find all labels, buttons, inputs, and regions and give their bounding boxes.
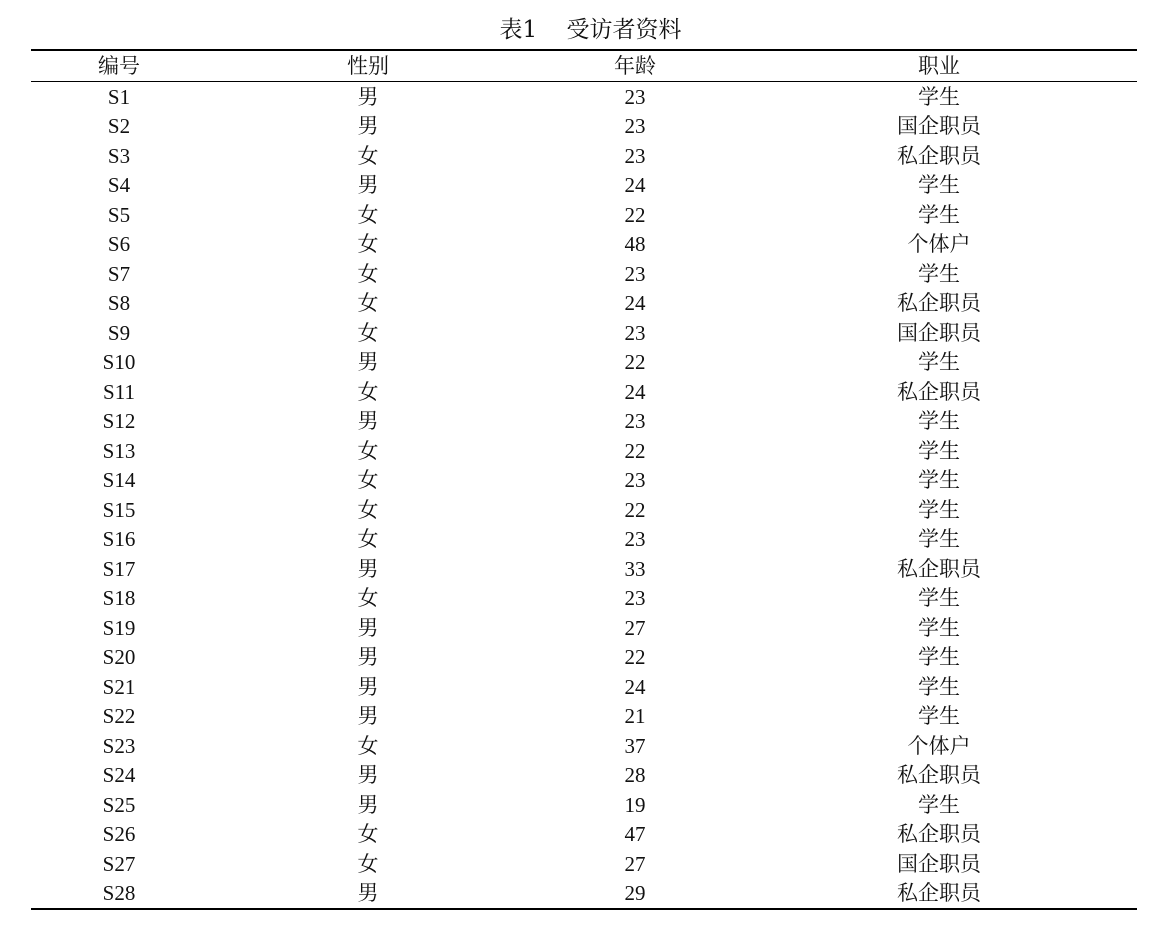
table-row [31,200,1137,230]
cell-age: 23 [624,261,646,286]
cell-age: 23 [624,586,646,611]
cell-id: S1 [107,84,131,109]
table-row [31,141,1137,171]
cell-occupation: 私企职员 [897,379,981,404]
cell-occupation: 学生 [918,261,960,286]
table-row [31,495,1137,525]
table-row [31,702,1137,732]
cell-occupation: 私企职员 [897,822,981,847]
cell-id: S14 [102,468,136,493]
cell-gender: 女 [357,851,379,876]
table-row [31,761,1137,791]
cell-occupation: 国企职员 [897,320,981,345]
cell-id: S9 [107,320,131,345]
cell-id: S3 [107,143,131,168]
cell-id: S13 [102,438,136,463]
cell-gender: 女 [357,586,379,611]
table-row [31,348,1137,378]
cell-id: S7 [107,261,131,286]
cell-id: S15 [102,497,136,522]
cell-age: 22 [624,645,646,670]
cell-occupation: 学生 [918,615,960,640]
cell-id: S2 [107,114,131,139]
table-row [31,525,1137,555]
table-row [31,584,1137,614]
cell-age: 23 [624,409,646,434]
cell-gender: 男 [357,881,379,906]
cell-id: S25 [102,792,136,817]
cell-age: 22 [624,497,646,522]
cell-age: 33 [624,556,646,581]
cell-id: S28 [102,881,136,906]
cell-gender: 女 [357,438,379,463]
table-row [31,436,1137,466]
cell-gender: 女 [357,143,379,168]
table-caption-number: 表1 [499,17,538,43]
cell-id: S16 [102,527,136,552]
cell-age: 23 [624,143,646,168]
cell-occupation: 学生 [918,173,960,198]
cell-id: S18 [102,586,136,611]
table-row [31,259,1137,289]
table-caption [0,14,1158,46]
cell-age: 22 [624,350,646,375]
cell-id: S22 [102,704,136,729]
cell-id: S5 [107,202,131,227]
table-row [31,377,1137,407]
table-row [31,407,1137,437]
cell-age: 24 [624,674,646,699]
cell-age: 23 [624,527,646,552]
cell-id: S27 [102,851,136,876]
cell-age: 28 [624,763,646,788]
cell-gender: 女 [357,291,379,316]
cell-age: 21 [624,704,646,729]
column-header-age: 年龄 [614,54,656,78]
cell-occupation: 学生 [918,497,960,522]
cell-age: 29 [624,881,646,906]
cell-gender: 男 [357,704,379,729]
cell-gender: 男 [357,645,379,670]
cell-occupation: 学生 [918,438,960,463]
cell-gender: 女 [357,379,379,404]
table-row [31,554,1137,584]
cell-age: 24 [624,173,646,198]
cell-age: 23 [624,84,646,109]
table-row [31,820,1137,850]
table-body [31,82,1137,910]
cell-occupation: 学生 [918,350,960,375]
cell-gender: 男 [357,350,379,375]
header-row [31,50,1137,82]
cell-gender: 男 [357,615,379,640]
cell-occupation: 私企职员 [897,143,981,168]
cell-id: S8 [107,291,131,316]
cell-occupation: 国企职员 [897,114,981,139]
cell-occupation: 学生 [918,704,960,729]
cell-occupation: 学生 [918,527,960,552]
table-row [31,289,1137,319]
table-row [31,112,1137,142]
cell-age: 23 [624,468,646,493]
table-row [31,318,1137,348]
cell-gender: 女 [357,232,379,257]
cell-id: S17 [102,556,136,581]
cell-gender: 男 [357,84,379,109]
table-row [31,790,1137,820]
cell-age: 27 [624,615,646,640]
cell-age: 24 [624,379,646,404]
cell-id: S12 [102,409,136,434]
cell-occupation: 个体户 [907,733,971,758]
table-row [31,230,1137,260]
cell-id: S10 [102,350,136,375]
cell-occupation: 学生 [918,468,960,493]
table-row [31,171,1137,201]
cell-id: S24 [102,763,136,788]
table-header [31,50,1137,82]
cell-occupation: 国企职员 [897,851,981,876]
cell-age: 37 [624,733,646,758]
cell-gender: 男 [357,114,379,139]
cell-id: S6 [107,232,131,257]
column-header-gender: 性别 [347,54,389,78]
cell-id: S4 [107,173,131,198]
cell-gender: 男 [357,173,379,198]
table-row [31,613,1137,643]
cell-age: 48 [624,232,646,257]
table-row [31,731,1137,761]
cell-occupation: 学生 [918,674,960,699]
cell-age: 27 [624,851,646,876]
cell-gender: 男 [357,409,379,434]
cell-occupation: 学生 [918,645,960,670]
cell-gender: 男 [357,792,379,817]
cell-gender: 男 [357,556,379,581]
table-row [31,82,1137,112]
cell-id: S23 [102,733,136,758]
cell-gender: 男 [357,674,379,699]
cell-gender: 女 [357,320,379,345]
cell-occupation: 学生 [918,84,960,109]
cell-occupation: 学生 [918,586,960,611]
table-row [31,466,1137,496]
cell-id: S11 [103,379,135,404]
cell-age: 22 [624,438,646,463]
cell-id: S21 [102,674,136,699]
cell-gender: 女 [357,733,379,758]
cell-gender: 女 [357,527,379,552]
cell-occupation: 私企职员 [897,881,981,906]
cell-occupation: 私企职员 [897,556,981,581]
cell-occupation: 学生 [918,202,960,227]
cell-age: 47 [624,822,646,847]
table-row [31,672,1137,702]
cell-gender: 女 [357,202,379,227]
cell-gender: 女 [357,261,379,286]
cell-occupation: 学生 [918,792,960,817]
column-header-occupation: 职业 [918,54,960,78]
column-header-id: 编号 [98,54,140,78]
cell-gender: 女 [357,497,379,522]
respondent-table [31,49,1137,910]
table-row [31,879,1137,910]
cell-occupation: 个体户 [907,232,971,257]
table-caption-title: 受访者资料 [566,17,682,43]
cell-id: S26 [102,822,136,847]
cell-occupation: 学生 [918,409,960,434]
cell-age: 19 [624,792,646,817]
cell-occupation: 私企职员 [897,291,981,316]
cell-gender: 女 [357,468,379,493]
table-row [31,849,1137,879]
cell-age: 23 [624,320,646,345]
cell-id: S19 [102,615,136,640]
cell-occupation: 私企职员 [897,763,981,788]
table-row [31,643,1137,673]
cell-gender: 男 [357,763,379,788]
cell-age: 24 [624,291,646,316]
cell-gender: 女 [357,822,379,847]
cell-age: 23 [624,114,646,139]
cell-id: S20 [102,645,136,670]
cell-age: 22 [624,202,646,227]
